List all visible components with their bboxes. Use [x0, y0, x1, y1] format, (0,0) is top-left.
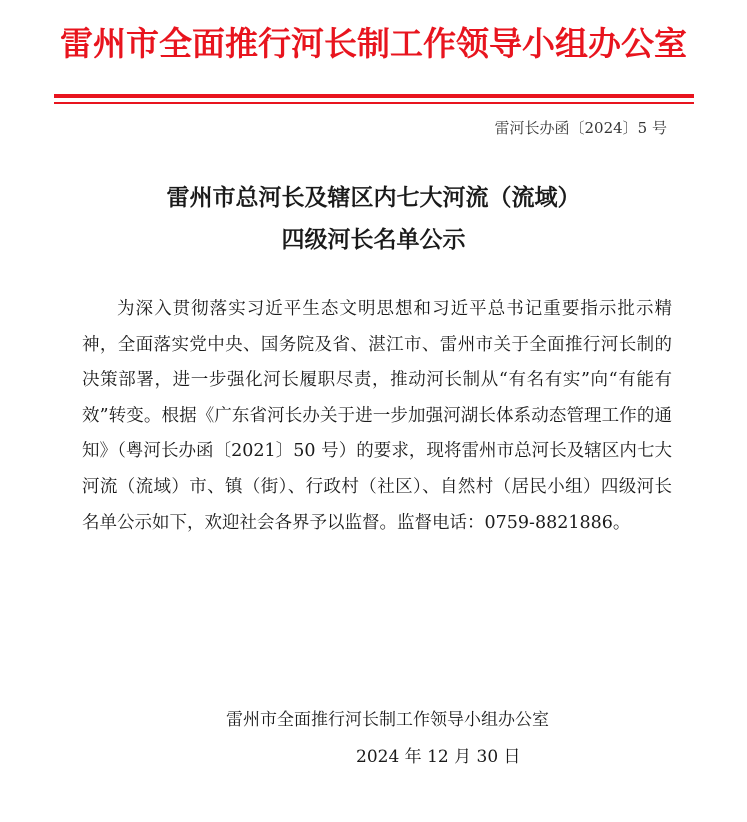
masthead-red-rule-thin — [54, 102, 694, 104]
issuer-signature: 雷州市全面推行河长制工作领导小组办公室 — [226, 710, 549, 730]
document-title-line-2: 四级河长名单公示 — [281, 227, 466, 253]
masthead-red-rule-thick — [54, 94, 694, 98]
issue-date: 2024 年 12 月 30 日 — [356, 747, 521, 767]
masthead-org-name: 雷州市全面推行河长制工作领导小组办公室 — [60, 24, 687, 63]
body-paragraph: 为深入贯彻落实习近平生态文明思想和习近平总书记重要指示批示精神，全面落实党中央、国务院及省、湛江市、雷州市关于全面推行河长制的决策部署，进一步强化河长履职尽责，推动河长制从“有名有实”向“有能有效”转变。根据《广东省河长办关于进一步加强河湖长体系动态管理工作的通知》（粤河长办函〔2021〕50 号）的要求，现将雷州市总河长及辖区内七大河流（流域）市、镇（街）、行政村（社区）、自然村（居民小组）四级河长名单公示如下，欢迎社会各界予以监督。监督电话：0759-8821886。 — [82, 299, 672, 533]
document-title-line-1: 雷州市总河长及辖区内七大河流（流域） — [166, 185, 581, 211]
document-number: 雷河长办函〔2024〕5 号 — [494, 119, 667, 137]
